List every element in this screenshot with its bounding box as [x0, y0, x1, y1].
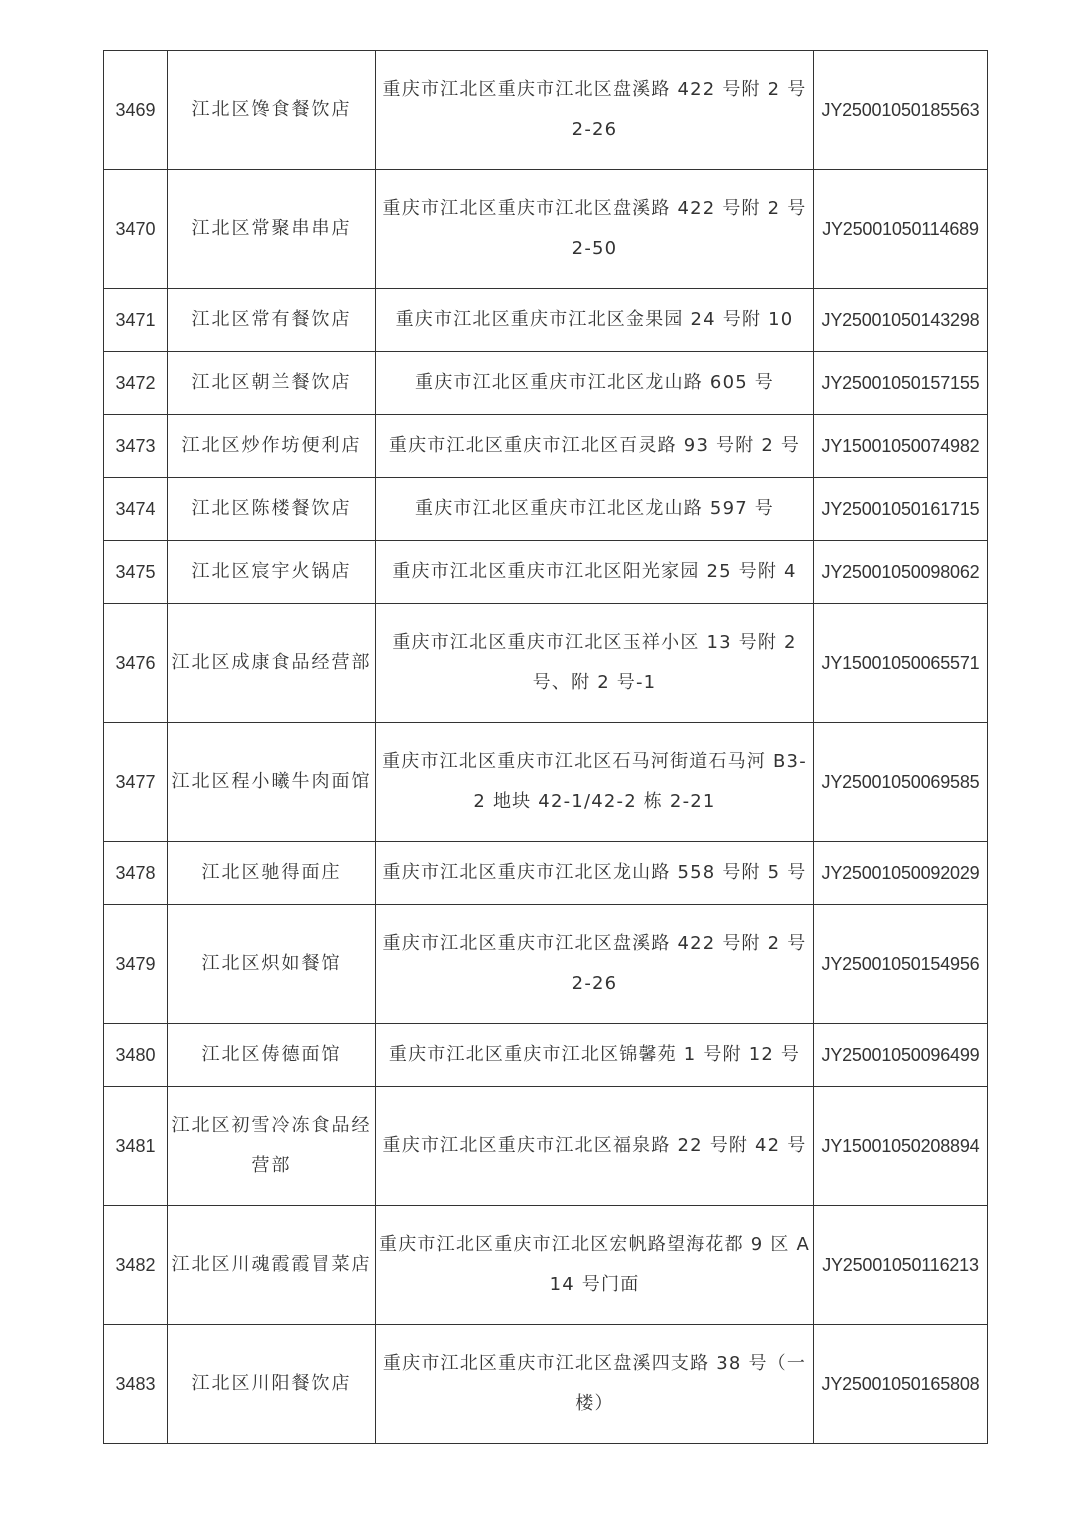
business-name-cell: 江北区陈楼餐饮店 [168, 478, 376, 541]
table-row [104, 1087, 988, 1206]
address-cell: 重庆市江北区重庆市江北区金果园 24 号附 10 [376, 289, 814, 352]
row-number-cell: 3476 [104, 604, 168, 723]
address-cell: 重庆市江北区重庆市江北区福泉路 22 号附 42 号 [376, 1087, 814, 1206]
address-cell: 重庆市江北区重庆市江北区盘溪路 422 号附 2 号 2-26 [376, 51, 814, 170]
table-row [104, 541, 988, 604]
license-number-cell: JY25001050096499 [814, 1024, 988, 1087]
row-number-cell: 3480 [104, 1024, 168, 1087]
business-name-cell: 江北区川阳餐饮店 [168, 1325, 376, 1444]
row-number-cell: 3478 [104, 842, 168, 905]
business-name-cell: 江北区炽如餐馆 [168, 905, 376, 1024]
license-number-cell: JY25001050185563 [814, 51, 988, 170]
license-number-cell: JY25001050114689 [814, 170, 988, 289]
row-number-cell: 3470 [104, 170, 168, 289]
row-number-cell: 3471 [104, 289, 168, 352]
table-row [104, 289, 988, 352]
table-row [104, 604, 988, 723]
row-number-cell: 3475 [104, 541, 168, 604]
license-number-cell: JY25001050154956 [814, 905, 988, 1024]
business-name-cell: 江北区川魂霞霞冒菜店 [168, 1206, 376, 1325]
address-cell: 重庆市江北区重庆市江北区龙山路 597 号 [376, 478, 814, 541]
table-body [104, 51, 988, 1444]
address-cell: 重庆市江北区重庆市江北区盘溪路 422 号附 2 号 2-50 [376, 170, 814, 289]
row-number-cell: 3481 [104, 1087, 168, 1206]
license-table-container [103, 50, 987, 1444]
license-number-cell: JY25001050165808 [814, 1325, 988, 1444]
table-row [104, 415, 988, 478]
table-row [104, 1024, 988, 1087]
row-number-cell: 3472 [104, 352, 168, 415]
row-number-cell: 3482 [104, 1206, 168, 1325]
business-name-cell: 江北区俦德面馆 [168, 1024, 376, 1087]
license-number-cell: JY15001050074982 [814, 415, 988, 478]
business-name-cell: 江北区馋食餐饮店 [168, 51, 376, 170]
license-number-cell: JY25001050069585 [814, 723, 988, 842]
row-number-cell: 3479 [104, 905, 168, 1024]
address-cell: 重庆市江北区重庆市江北区阳光家园 25 号附 4 [376, 541, 814, 604]
address-cell: 重庆市江北区重庆市江北区石马河街道石马河 B3-2 地块 42-1/42-2 栋 2-21 [376, 723, 814, 842]
license-number-cell: JY25001050161715 [814, 478, 988, 541]
table-row [104, 51, 988, 170]
address-cell: 重庆市江北区重庆市江北区百灵路 93 号附 2 号 [376, 415, 814, 478]
row-number-cell: 3474 [104, 478, 168, 541]
address-cell: 重庆市江北区重庆市江北区宏帆路望海花都 9 区 A14 号门面 [376, 1206, 814, 1325]
address-cell: 重庆市江北区重庆市江北区龙山路 558 号附 5 号 [376, 842, 814, 905]
license-number-cell: JY15001050065571 [814, 604, 988, 723]
table-row [104, 478, 988, 541]
address-cell: 重庆市江北区重庆市江北区龙山路 605 号 [376, 352, 814, 415]
license-number-cell: JY15001050208894 [814, 1087, 988, 1206]
row-number-cell: 3483 [104, 1325, 168, 1444]
address-cell: 重庆市江北区重庆市江北区盘溪四支路 38 号（一楼） [376, 1325, 814, 1444]
business-name-cell: 江北区常有餐饮店 [168, 289, 376, 352]
license-number-cell: JY25001050157155 [814, 352, 988, 415]
row-number-cell: 3469 [104, 51, 168, 170]
table-row [104, 1325, 988, 1444]
business-name-cell: 江北区常聚串串店 [168, 170, 376, 289]
business-name-cell: 江北区驰得面庄 [168, 842, 376, 905]
table-row [104, 723, 988, 842]
license-number-cell: JY25001050143298 [814, 289, 988, 352]
table-row [104, 842, 988, 905]
row-number-cell: 3477 [104, 723, 168, 842]
business-name-cell: 江北区程小曦牛肉面馆 [168, 723, 376, 842]
license-table [103, 50, 988, 1444]
business-name-cell: 江北区成康食品经营部 [168, 604, 376, 723]
business-name-cell: 江北区朝兰餐饮店 [168, 352, 376, 415]
business-name-cell: 江北区初雪冷冻食品经营部 [168, 1087, 376, 1206]
table-row [104, 905, 988, 1024]
license-number-cell: JY25001050116213 [814, 1206, 988, 1325]
table-row [104, 1206, 988, 1325]
business-name-cell: 江北区炒作坊便利店 [168, 415, 376, 478]
table-row [104, 170, 988, 289]
license-number-cell: JY25001050092029 [814, 842, 988, 905]
license-number-cell: JY25001050098062 [814, 541, 988, 604]
row-number-cell: 3473 [104, 415, 168, 478]
address-cell: 重庆市江北区重庆市江北区盘溪路 422 号附 2 号 2-26 [376, 905, 814, 1024]
address-cell: 重庆市江北区重庆市江北区锦馨苑 1 号附 12 号 [376, 1024, 814, 1087]
table-row [104, 352, 988, 415]
address-cell: 重庆市江北区重庆市江北区玉祥小区 13 号附 2 号、附 2 号-1 [376, 604, 814, 723]
business-name-cell: 江北区宸宇火锅店 [168, 541, 376, 604]
